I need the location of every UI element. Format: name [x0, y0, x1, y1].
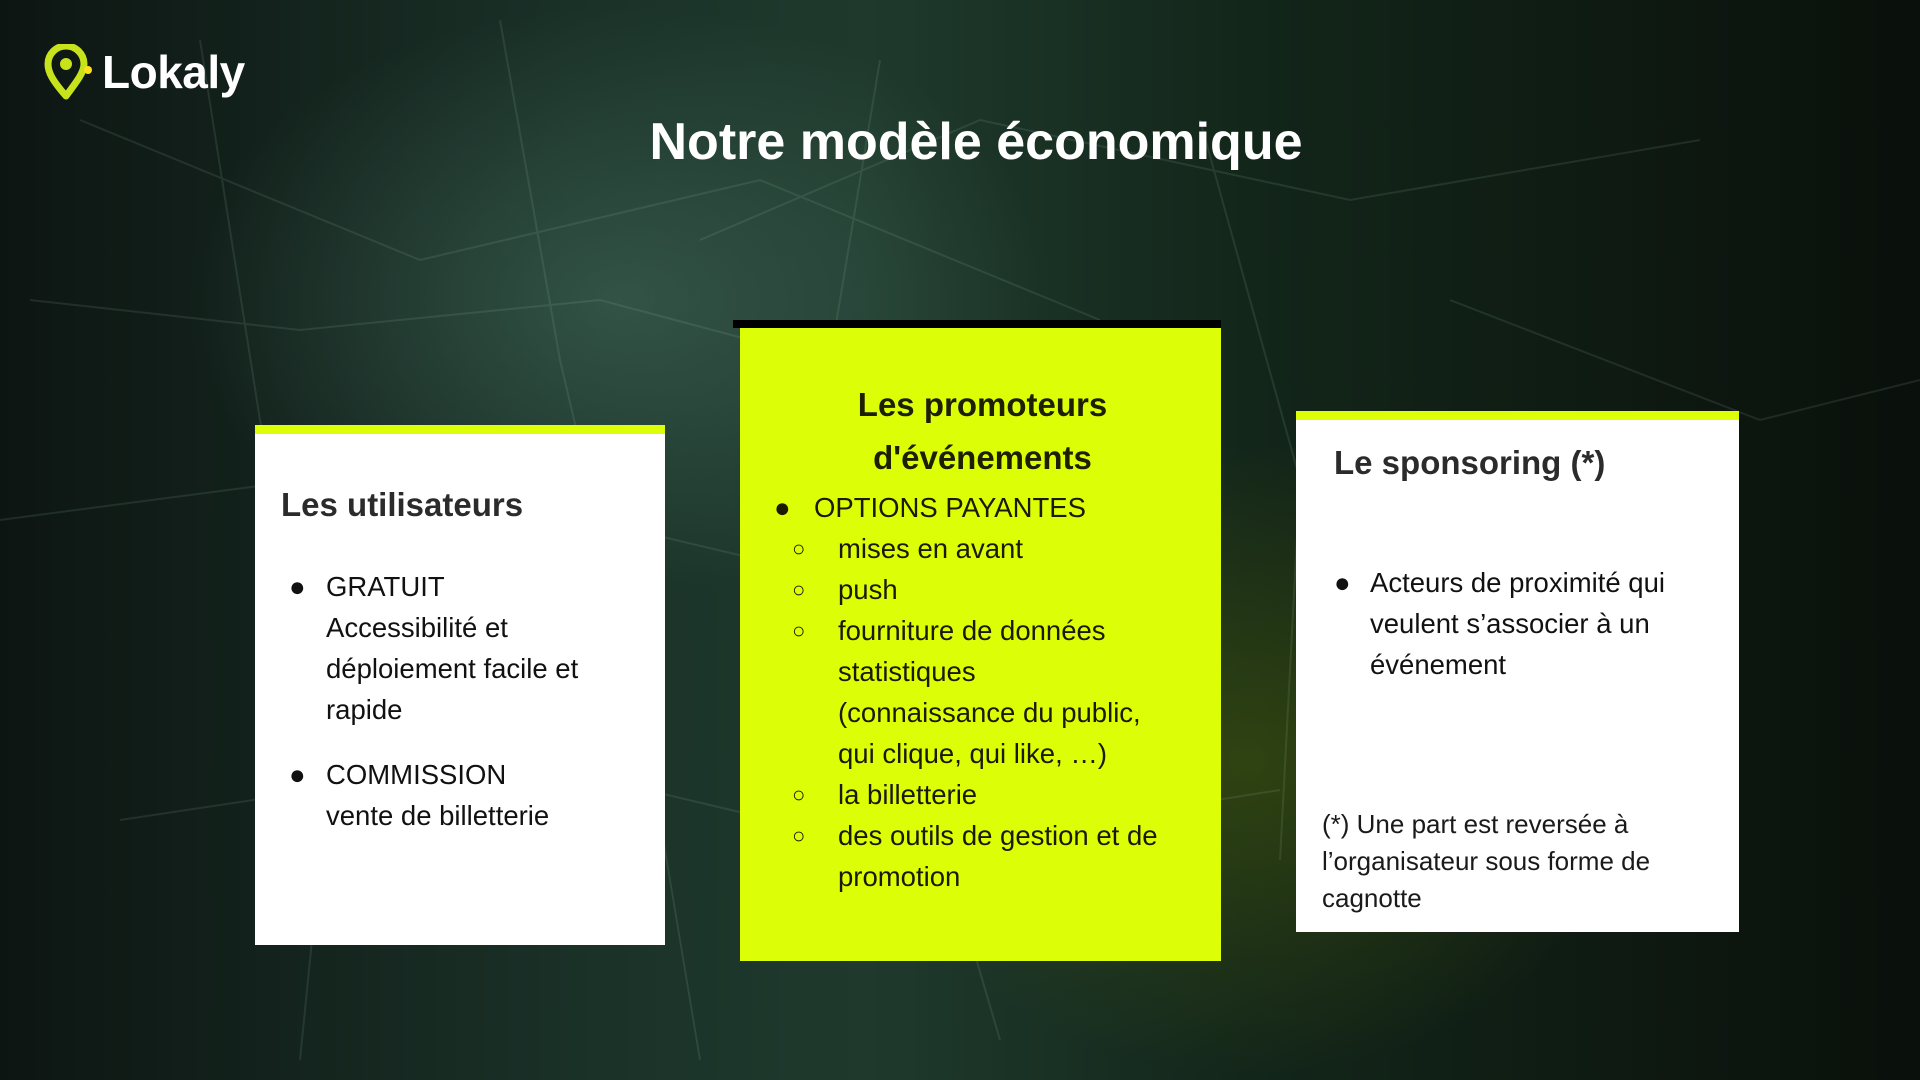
hollow-bullet-icon: ○: [792, 536, 806, 561]
list-item-line: événement: [1370, 649, 1507, 680]
brand-name: Lokaly: [102, 46, 245, 98]
list-item-line: statistiques: [838, 656, 976, 687]
location-pin-icon: [44, 44, 92, 100]
list-item-line: (connaissance du public,: [838, 697, 1141, 728]
sponsoring-footnote: [1322, 806, 1722, 917]
sponsoring-card-title: Le sponsoring (*): [1334, 444, 1606, 481]
list-item-line: Acteurs de proximité qui: [1370, 567, 1665, 598]
list-item-line: veulent s’associer à un: [1370, 608, 1650, 639]
filled-bullet-icon: ●: [1334, 567, 1351, 598]
title-line: Les promoteurs: [857, 386, 1108, 423]
list-item: [774, 487, 1201, 528]
users-card: [255, 425, 665, 945]
list-item-line: Accessibilité et: [326, 612, 508, 643]
filled-bullet-icon: ●: [774, 492, 791, 523]
slide-title: Notre modèle économique: [649, 113, 1303, 171]
promoters-card-title: [774, 378, 1201, 484]
hollow-bullet-icon: ○: [792, 823, 806, 848]
sub-list-item: [774, 610, 1201, 774]
list-item-line: fourniture de données: [838, 615, 1106, 646]
list-item: [289, 754, 645, 836]
footnote-line: cagnotte: [1322, 883, 1422, 913]
hollow-bullet-icon: ○: [792, 577, 806, 602]
list-item-line: push: [838, 574, 898, 605]
brand-logo: [44, 44, 245, 100]
list-item-line: OPTIONS PAYANTES: [814, 492, 1086, 523]
sub-list-item: [774, 569, 1201, 610]
list-item: [289, 566, 645, 730]
list-item-line: la billetterie: [838, 779, 978, 810]
sub-list-item: [774, 528, 1201, 569]
list-item-line: COMMISSION: [326, 759, 507, 790]
footnote-line: l’organisateur sous forme de: [1322, 846, 1651, 876]
promoters-card: [740, 328, 1221, 961]
sponsoring-card: [1296, 411, 1739, 932]
sponsoring-list: [1334, 562, 1717, 685]
filled-bullet-icon: ●: [289, 759, 306, 790]
title-line: d'événements: [873, 439, 1092, 476]
users-list: [281, 566, 645, 836]
list-item-line: GRATUIT: [326, 571, 445, 602]
list-item-line: vente de billetterie: [326, 800, 550, 831]
list-item-line: mises en avant: [838, 533, 1023, 564]
list-item-line: qui clique, qui like, …): [838, 738, 1108, 769]
list-item-line: promotion: [838, 861, 961, 892]
promoters-list: [774, 487, 1201, 897]
hollow-bullet-icon: ○: [792, 618, 806, 643]
list-item-line: rapide: [326, 694, 403, 725]
sub-list-item: [774, 815, 1201, 897]
filled-bullet-icon: ●: [289, 571, 306, 602]
users-card-title: Les utilisateurs: [281, 486, 524, 523]
sub-list-item: [774, 774, 1201, 815]
list-item-line: des outils de gestion et de: [838, 820, 1158, 851]
footnote-line: (*) Une part est reversée à: [1322, 809, 1629, 839]
list-item: [1334, 562, 1717, 685]
list-item-line: déploiement facile et: [326, 653, 579, 684]
hollow-bullet-icon: ○: [792, 782, 806, 807]
highlight-top-bar: [733, 320, 1221, 328]
